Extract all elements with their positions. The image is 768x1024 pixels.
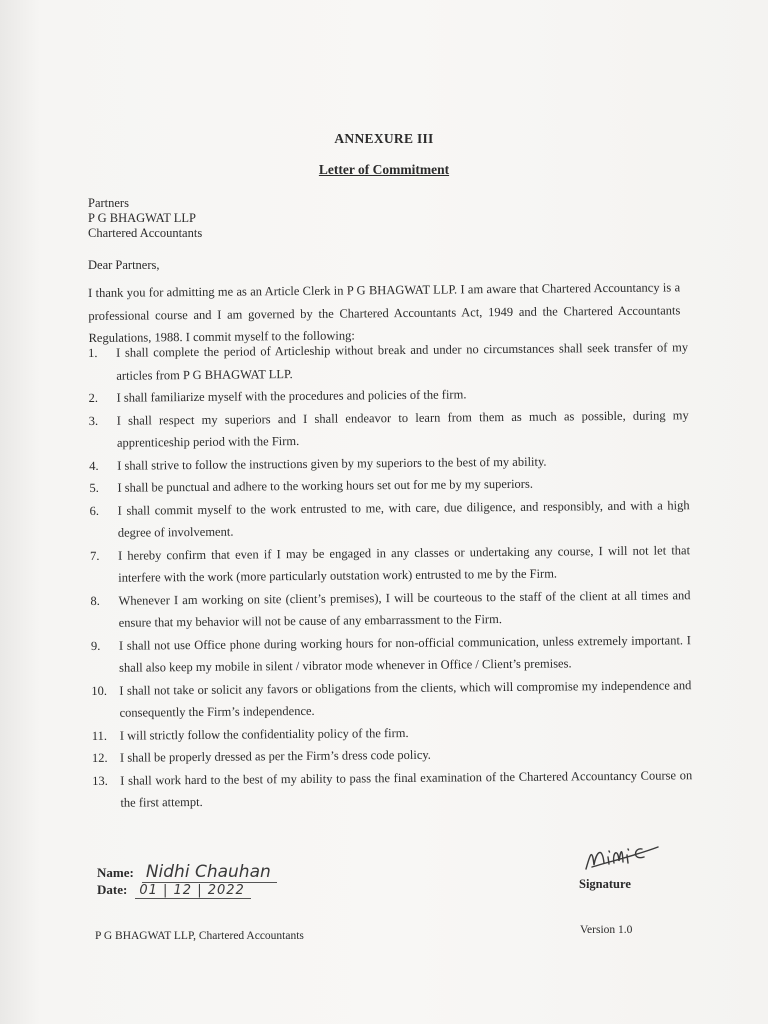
list-item — [90, 584, 690, 635]
item-text: I shall strive to follow the instructions given by my superiors to the best of my ability. — [117, 454, 547, 473]
item-text: I shall be punctual and adhere to the working hours set out for me by my superiors. — [117, 476, 533, 495]
list-item — [91, 674, 691, 725]
item-number: 13. — [92, 773, 108, 788]
addressee-block — [88, 196, 202, 241]
item-text: I shall commit myself to the work entrusted to me, with care, due diligence, and responsibly, and with a high degree of involvement. — [117, 497, 690, 540]
date-handwritten: 01 | 12 | 2022 — [135, 883, 250, 899]
item-text: I shall not use Office phone during working hours for non-official communication, unless extremely important. I shall also keep my mobile in silent / vibrator mode whenever in Office / Client’s premises. — [118, 632, 691, 675]
name-handwritten: Nidhi Chauhan — [142, 862, 277, 883]
list-item — [90, 539, 690, 590]
signature-scribble-image — [582, 835, 662, 875]
footer-firm-name: P G BHAGWAT LLP, Chartered Accountants — [95, 930, 304, 942]
commitment-list — [88, 336, 693, 814]
name-row — [97, 862, 277, 883]
item-text: I shall familiarize myself with the procedures and policies of the firm. — [116, 387, 467, 405]
item-number: 2. — [88, 390, 98, 405]
item-text: I shall complete the period of Articleship without break and under no circumstances shall seek transfer of my articles from P G BHAGWAT LLP. — [116, 340, 689, 383]
item-text: I shall respect my superiors and I shall endeavor to learn from them as much as possible, during my apprenticeship period with the Firm. — [116, 407, 689, 450]
list-item — [90, 494, 690, 545]
item-number: 5. — [89, 480, 99, 495]
signature-label: Signature — [579, 877, 631, 891]
list-item — [91, 629, 691, 680]
letter-title: Letter of Commitment — [318, 162, 450, 177]
item-number: 6. — [89, 503, 100, 518]
list-item — [92, 764, 692, 815]
item-number: 12. — [91, 750, 108, 765]
item-text: Whenever I am working on site (client’s premises), I will be courteous to the staff of the client at all times and ensure that my behavior will not be cause of any embarrassment to the Firm. — [118, 587, 691, 630]
date-row — [97, 882, 251, 899]
item-number: 10. — [91, 683, 108, 698]
item-number: 11. — [91, 728, 108, 743]
item-number: 4. — [89, 458, 99, 473]
list-item — [89, 404, 689, 455]
date-label: Date: — [97, 882, 128, 897]
addressee-line: Partners — [88, 196, 129, 210]
item-number: 8. — [90, 593, 100, 608]
name-label: Name: — [97, 865, 134, 880]
list-item — [88, 336, 688, 387]
annexure-heading: ANNEXURE III — [334, 131, 434, 146]
addressee-line: P G BHAGWAT LLP — [88, 211, 196, 225]
item-number: 3. — [88, 413, 99, 428]
item-number: 1. — [88, 345, 98, 360]
footer-version: Version 1.0 — [580, 924, 633, 936]
item-text: I will strictly follow the confidentiality policy of the firm. — [119, 725, 409, 743]
item-text: I hereby confirm that even if I may be engaged in any classes or undertaking any course, I will not let that interfere with the work (more particularly outstation work) entrusted to me by the Firm. — [117, 542, 691, 585]
intro-paragraph: I thank you for admitting me as an Article Clerk in P G BHAGWAT LLP. I am aware that Chartered Accountancy is a professional course and I am governed by the Chartered Accountants Act, 1949 and the Chartered Accountants Regulations, 1988. I commit myself to the following: — [88, 280, 681, 345]
addressee-line: Chartered Accountants — [88, 226, 203, 240]
item-text: I shall not take or solicit any favors or obligations from the clients, which will compromise my independence and consequently the Firm’s independence. — [119, 677, 692, 720]
item-text: I shall be properly dressed as per the Firm’s dress code policy. — [119, 747, 431, 765]
item-number: 9. — [90, 638, 101, 653]
salutation: Dear Partners, — [88, 258, 160, 272]
item-text: I shall work hard to the best of my ability to pass the final examination of the Chartered Accountancy Course on the first attempt. — [120, 767, 693, 810]
item-number: 7. — [89, 548, 100, 563]
